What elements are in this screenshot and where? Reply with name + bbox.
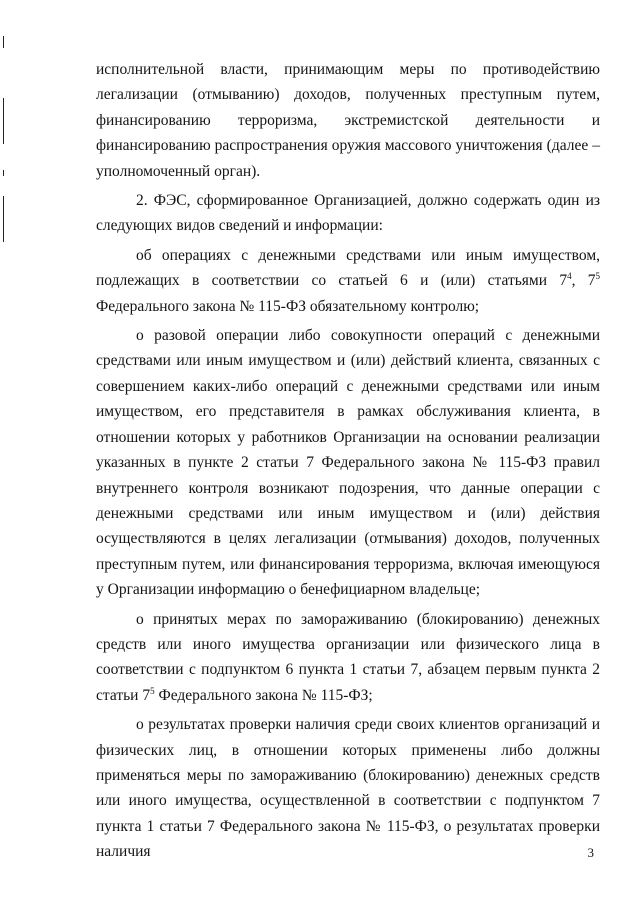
paragraph xyxy=(96,607,600,709)
margin-mark xyxy=(3,98,4,144)
paragraph xyxy=(96,188,600,239)
paragraph-text: о принятых мерах по замораживанию (блокированию) денежных средств или иного имущества организации или физического лица в соответствии с подпунктом 6 пункта 1 статьи 7, абзацем первым пункта 2 статьи 7 xyxy=(96,610,600,704)
paragraph-text: о результатах проверки наличия среди своих клиентов организаций и физических лиц, в отношении которых применены либо должны применяться меры по замораживанию (блокированию) денежных средств или иного имущества, осуществленной в соответствии с подпунктом 7 пункта 1 статьи 7 Федерального закона № 115-ФЗ, о результатах проверки наличия xyxy=(96,716,600,861)
paragraph xyxy=(96,57,600,184)
document-body xyxy=(96,57,600,865)
margin-mark xyxy=(3,170,4,176)
superscript: 5 xyxy=(150,685,155,696)
paragraph-text: 2. ФЭС, сформированное Организацией, должно содержать один из следующих видов сведений и информации: xyxy=(96,192,600,235)
paragraph xyxy=(96,712,600,864)
superscript: 5 xyxy=(595,271,601,282)
paragraph xyxy=(96,243,600,319)
paragraph-text: , 7 xyxy=(571,272,596,290)
paragraph-text: об операциях с денежными средствами или иным имуществом, подлежащих в соответствии со статьей 6 и (или) статьями 7 xyxy=(96,246,600,290)
margin-mark xyxy=(3,196,4,242)
paragraph-text: о разовой операции либо совокупности операций с денежными средствами или иным имуществом и (или) действий клиента, связанных с совершением каких-либо операций с денежными средствами или иным имуществом, его представителя в рамках обслуживания клиента, в отношении которых у работников Организации на основании реализации указанных в пункте 2 статьи 7 Федерального закона № 115-ФЗ правил внутреннего контроля возникают подозрения, что данные операции с денежными средствами или иным имуществом и (или) действия осуществляются в целях легализации (отмывания) доходов, полученных преступным путем, или финансирования терроризма, включая имеющуюся у Организации информацию о бенефициарном владельце; xyxy=(96,327,600,599)
paragraph xyxy=(96,323,600,602)
superscript: 4 xyxy=(567,271,572,282)
paragraph-text: Федерального закона № 115-ФЗ; xyxy=(154,686,373,704)
page-number: 3 xyxy=(587,845,594,860)
margin-mark xyxy=(3,36,4,48)
paragraph-text: Федерального закона № 115-ФЗ обязательному контролю; xyxy=(96,297,480,315)
paragraph-text: исполнительной власти, принимающим меры по противодействию легализации (отмыванию) доходов, полученных преступным путем, финансированию терроризма, экстремистской деятельности и финансированию распространения оружия массового уничтожения (далее – уполномоченный орган). xyxy=(96,61,600,180)
